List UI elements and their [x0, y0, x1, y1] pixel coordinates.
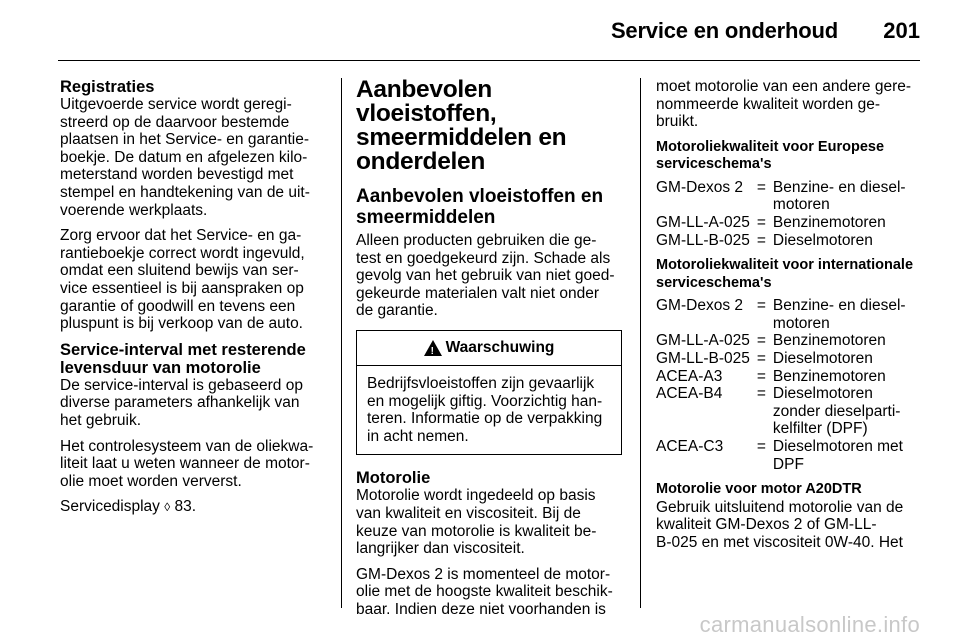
equals-sign: = [756, 349, 766, 367]
table-row [656, 297, 922, 332]
heading-a20dtr: Motorolie voor motor A20DTR [656, 481, 862, 498]
equals-sign: = [756, 367, 766, 385]
heading-european-schemes: Motoroliekwaliteit voor Europese serviceschema's [656, 138, 885, 173]
paragraph-interval-2: Het controlesysteem van de oliekwa- liteit laat u weten wanneer de motor- olie moet worden ververst. [60, 437, 314, 490]
warning-box [356, 330, 622, 455]
paragraph-interval-1: De service-interval is gebaseerd op diverse parameters afhankelijk van het gebruik. [60, 376, 303, 429]
oil-code: GM-Dexos 2 [656, 178, 743, 196]
table-row [656, 214, 922, 232]
table-row [656, 385, 922, 438]
engine-type: Dieselmotoren [772, 231, 873, 249]
page-header [58, 14, 920, 61]
table-row [656, 438, 922, 473]
table-row [656, 332, 922, 350]
engine-type: Benzinemotoren [772, 367, 886, 385]
table-row [656, 179, 922, 214]
column-left [60, 78, 332, 525]
heading-registraties: Registraties [60, 78, 155, 96]
oil-code: ACEA-B4 [656, 385, 723, 403]
oil-quality-table-europe [656, 179, 922, 249]
engine-type: Benzinemotoren [772, 213, 886, 231]
column-divider-1 [341, 78, 342, 608]
paragraph-motorolie-2: GM-Dexos 2 is momenteel de motor- olie met de hoogste kwaliteit beschik- baar. Indien deze niet voorhanden is [356, 565, 613, 618]
equals-sign: = [756, 332, 766, 350]
engine-type: Dieselmotoren met DPF [772, 437, 903, 473]
engine-type: Benzine- en diesel- motoren [772, 297, 906, 332]
column-divider-2 [640, 78, 641, 608]
oil-code: GM-LL-A-025 [656, 332, 750, 350]
equals-sign: = [756, 213, 766, 231]
section-subtitle: Aanbevolen vloeistoffen en smeermiddelen [356, 186, 604, 228]
warning-title: Waarschuwing [445, 339, 555, 357]
equals-sign: = [756, 385, 766, 403]
paragraph-approved-products: Alleen producten gebruiken die ge- test en goedgekeurd zijn. Schade als gevolg van het gebruik van niet goed- gekeurde materialen valt niet onder de garantie. [356, 232, 615, 320]
oil-code: GM-LL-B-025 [656, 349, 750, 367]
oil-code: GM-Dexos 2 [656, 297, 743, 315]
heading-motorolie: Motorolie [356, 469, 431, 488]
equals-sign: = [756, 231, 766, 249]
paragraph-motorolie-1: Motorolie wordt ingedeeld op basis van kwaliteit en viscositeit. Bij de keuze van motorolie is kwaliteit be- langrijker dan viscositeit. [356, 487, 597, 558]
paragraph-continued: moet motorolie van een andere gere- nommeerde kwaliteit worden ge- bruikt. [656, 78, 912, 131]
warning-header [357, 331, 621, 366]
column-right [656, 78, 922, 559]
watermark: carmanualsonline.info [699, 612, 920, 637]
reference-page: 83. [170, 498, 197, 516]
equals-sign: = [756, 297, 766, 315]
section-title: Service en onderhoud [610, 18, 838, 43]
engine-type: Benzine- en diesel- motoren [772, 178, 906, 214]
servicedisplay-reference [60, 498, 332, 517]
warning-text: Bedrijfsvloeistoffen zijn gevaarlijk en mogelijk giftig. Voorzichtig han- teren. Informatie op de verpakking in acht nemen. [367, 374, 603, 445]
table-row [656, 350, 922, 368]
table-row [656, 232, 922, 250]
equals-sign: = [756, 178, 766, 196]
page-reference-arrow-icon: ◊ [164, 500, 171, 515]
heading-international-schemes: Motoroliekwaliteit voor internationale serviceschema's [656, 257, 914, 291]
paragraph-registraties-2: Zorg ervoor dat het Service- en ga- rantieboekje correct wordt ingevuld, omdat een sluitend bewijs van ser- vice essentieel is bij aanspraken op garantie of goodwill en tevens een pluspunt is bij verkoop van de auto. [60, 227, 305, 333]
oil-code: ACEA-A3 [656, 367, 723, 385]
equals-sign: = [756, 437, 766, 455]
page-number: 201 [883, 18, 920, 43]
paragraph-registraties-1: Uitgevoerde service wordt geregi- streerd op de daarvoor bestemde plaatsen in het Service- en garantie- boekje. De datum en afgelezen kilo- meterstand worden bevestigd met stempel en handtekening van de uit- voerende werkplaats. [60, 96, 310, 219]
paragraph-a20dtr: Gebruik uitsluitend motorolie van de kwaliteit GM-Dexos 2 of GM-LL- B-025 en met viscositeit 0W-40. Het [656, 498, 904, 551]
oil-quality-table-international [656, 297, 922, 473]
oil-code: GM-LL-A-025 [656, 213, 750, 231]
engine-type: Dieselmotoren zonder dieselparti- kelfilter (DPF) [772, 385, 901, 438]
table-row [656, 368, 922, 386]
reference-text: Servicedisplay [60, 498, 165, 516]
warning-triangle-icon [424, 340, 442, 356]
oil-code: ACEA-C3 [656, 437, 724, 455]
heading-service-interval: Service-interval met resterende levensduur van motorolie [60, 340, 306, 377]
engine-type: Dieselmotoren [772, 349, 873, 367]
column-middle [356, 78, 626, 627]
engine-type: Benzinemotoren [772, 332, 886, 350]
oil-code: GM-LL-B-025 [656, 231, 750, 249]
chapter-title: Aanbevolen vloeistoffen, smeermiddelen en onderdelen [356, 76, 567, 175]
